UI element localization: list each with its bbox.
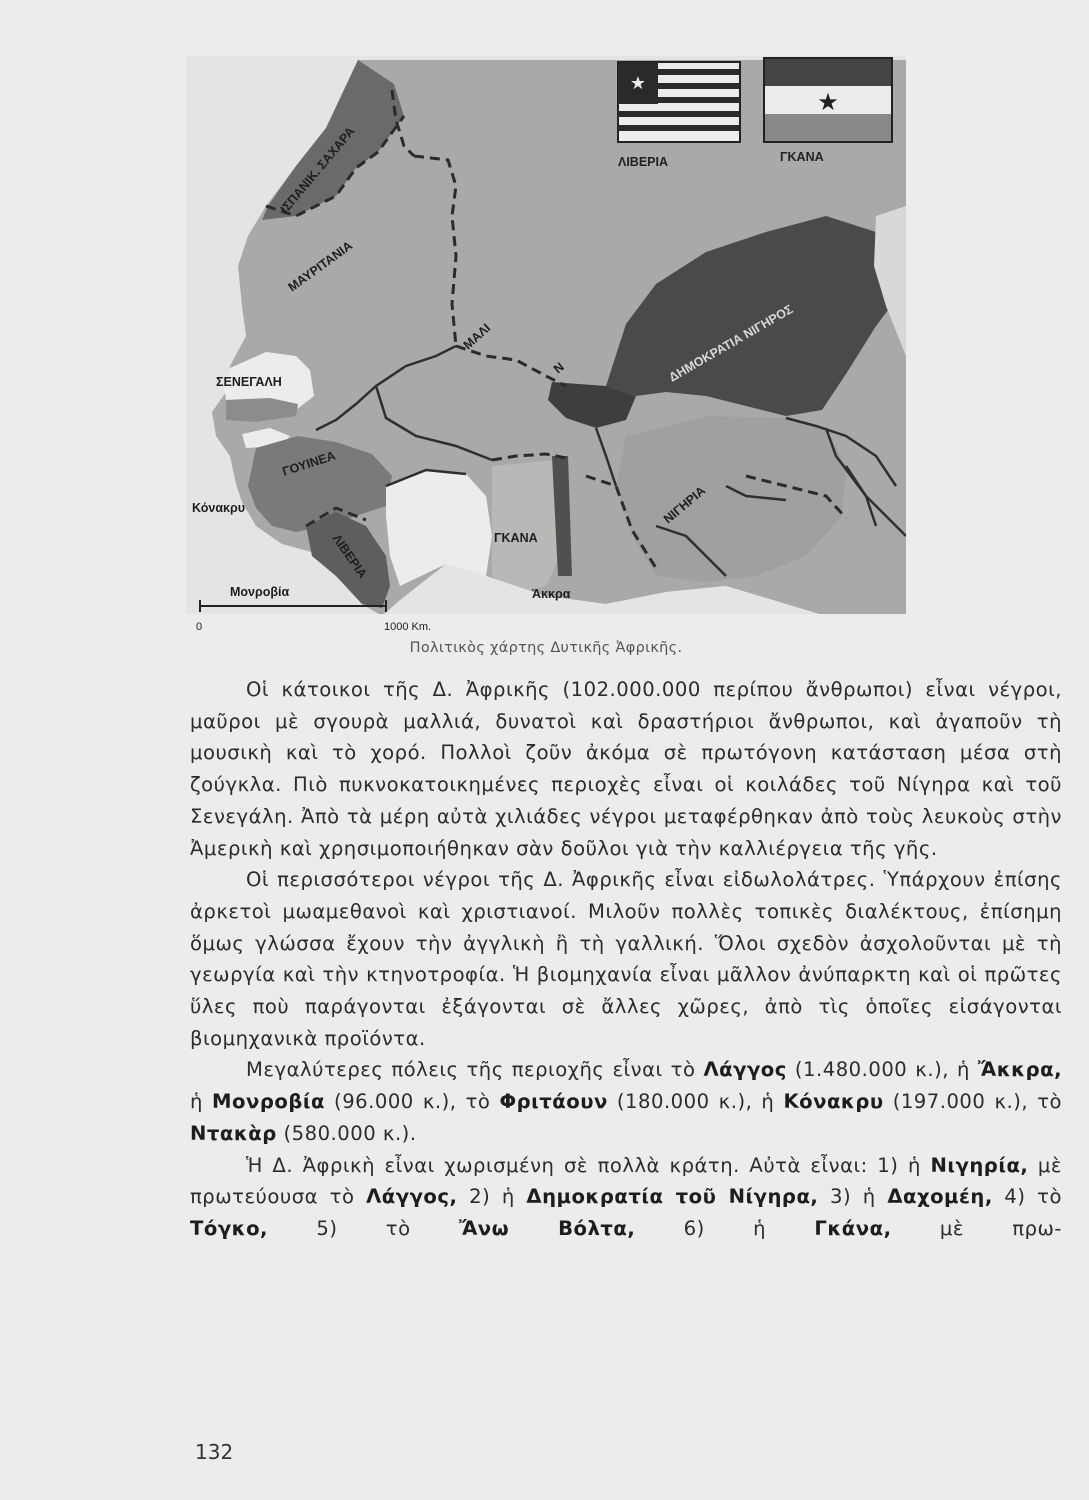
city-monrovia-text: Μονροβία <box>212 1090 325 1114</box>
label-niger-short: Ν <box>550 359 567 377</box>
city-conakry-text: Κόνακρυ <box>783 1090 884 1114</box>
liberia-flag <box>618 62 740 142</box>
city-accra: Άκκρα <box>532 587 571 601</box>
liberia-flag-label: ΛΙΒΕΡΙΑ <box>618 155 669 169</box>
ghana-flag-label: ΓΚΑΝΑ <box>780 150 824 164</box>
label-ghana: ΓΚΑΝΑ <box>494 531 538 545</box>
label-guinea: ΓΟΥΙΝΕΑ <box>280 448 338 479</box>
city-accra-text: Ἄκκρα, <box>977 1058 1063 1082</box>
city-conakry: Κόνακρυ <box>192 501 245 515</box>
paragraph-4: Ἡ Δ. Ἀφρικὴ εἶναι χωρισμένη σὲ πολλὰ κράτη. Αὐτὰ εἶναι: 1) ἡ Νιγηρία, μὲ πρωτεύουσα τὸ Λάγγος, 2) ἡ Δημοκρατία τοῦ Νίγηρα, 3) ἡ Δαχομέη, 4) τὸ Τόγκο, 5) τὸ Ἄνω Βόλτα, 6) ἡ Γκάνα, μὲ πρω- <box>190 1153 1062 1240</box>
city-lagos: Λάγγος <box>703 1058 787 1082</box>
capital-lagos: Λάγγος, <box>366 1185 458 1209</box>
label-liberia: ΛΙΒΕΡΙΑ <box>329 531 370 581</box>
svg-text:★: ★ <box>629 73 647 94</box>
paragraph-1: Οἱ κάτοικοι τῆς Δ. Ἀφρικῆς (102.000.000 περίπου ἄνθρωποι) εἶναι νέγροι, μαῦροι μὲ σγουρὰ μαλλιά, δυνατοὶ καὶ δραστήριοι ἄνθρωποι, καὶ ἀγαποῦν τὴ μουσικὴ καὶ τὸ χορό. Πολλοὶ ζοῦν ἀκόμα σὲ πρωτόγονη κατάσταση μέσα στὴ ζούγκλα. Πιὸ πυκνοκατοικημένες περιοχὲς εἶναι οἱ κοιλάδες τοῦ Νίγηρα καὶ τοῦ Σενεγάλη. Ἀπὸ τὰ μέρη αὐτὰ χιλιάδες νέγροι μεταφέρθηκαν ἀπὸ τοὺς λευκοὺς στὴν Ἀμερικὴ καὶ χρησιμοποιήθηκαν σὰν δοῦλοι γιὰ τὴν καλλιέργεια τῆς γῆς. <box>190 678 1062 860</box>
page-number: 132 <box>195 1440 234 1464</box>
country-upper-volta: Ἄνω Βόλτα, <box>458 1216 636 1240</box>
label-mauritania: ΜΑΥΡΙΤΑΝΙΑ <box>285 238 356 295</box>
label-mali: ΜΑΛΙ <box>460 320 494 353</box>
country-ghana: Γκάνα, <box>814 1216 892 1240</box>
scale-zero: 0 <box>196 621 203 633</box>
city-dakar: Ντακὰρ <box>190 1121 277 1145</box>
label-nigeria: ΝΙΓΗΡΙΑ <box>660 483 709 527</box>
ghana-flag <box>764 58 892 142</box>
city-freetown: Φριτάουν <box>499 1090 608 1114</box>
scale-length: 1000 Km. <box>384 621 432 633</box>
country-dahomey: Δαχομέη, <box>887 1185 993 1209</box>
label-senegal: ΣΕΝΕΓΑΛΗ <box>216 375 282 389</box>
country-niger-republic: Δημοκρατία τοῦ Νίγηρα, <box>526 1185 819 1209</box>
body-text <box>190 674 1062 1245</box>
label-niger-republic: ΔΗΜΟΚΡΑΤΙΑ ΝΙΓΗΡΟΣ <box>666 302 796 385</box>
country-nigeria: Νιγηρία, <box>930 1153 1029 1177</box>
country-togo: Τόγκο, <box>190 1216 268 1240</box>
paragraph-3: Μεγαλύτερες πόλεις τῆς περιοχῆς εἶναι τὸ Λάγγος (1.480.000 κ.), ἡ Ἄκκρα, ἡ Μονροβία (96.000 κ.), τὸ Φριτάουν (180.000 κ.), ἡ Κόνακρυ (197.000 κ.), τὸ Ντακὰρ (580.000 κ.). <box>190 1058 1063 1145</box>
west-africa-map <box>186 56 906 640</box>
paragraph-2: Οἱ περισσότεροι νέγροι τῆς Δ. Ἀφρικῆς εἶναι εἰδωλολάτρες. Ὑπάρχουν ἐπίσης ἀρκετοὶ μωαμεθανοὶ καὶ χριστιανοί. Μιλοῦν πολλὲς τοπικὲς διαλέκτους, ἐπίσημη ὅμως γλώσσα ἔχουν τὴν ἀγγλικὴ ἢ τὴ γαλλική. Ὅλοι σχεδὸν ἀσχολοῦνται μὲ τὴ γεωργία καὶ τὴν κτηνοτροφία. Ἡ βιομηχανία εἶναι μᾶλλον ἀνύπαρκτη καὶ οἱ πρῶτες ὕλες ποὺ παράγονται ἐξάγονται σὲ ἄλλες χῶρες, ἀπὸ τὶς ὁποῖες εἰσάγονται βιομηχανικὰ προϊόντα. <box>190 868 1062 1050</box>
city-monrovia: Μονροβία <box>230 585 290 599</box>
region-ghana <box>492 460 560 596</box>
svg-text:★: ★ <box>817 88 839 116</box>
map-caption: Πολιτικὸς χάρτης Δυτικῆς Ἀφρικῆς. <box>409 640 683 656</box>
label-spanish-sahara: ΙΣΠΑΝΙΚ. ΣΑΧΑΡΑ <box>277 124 358 216</box>
